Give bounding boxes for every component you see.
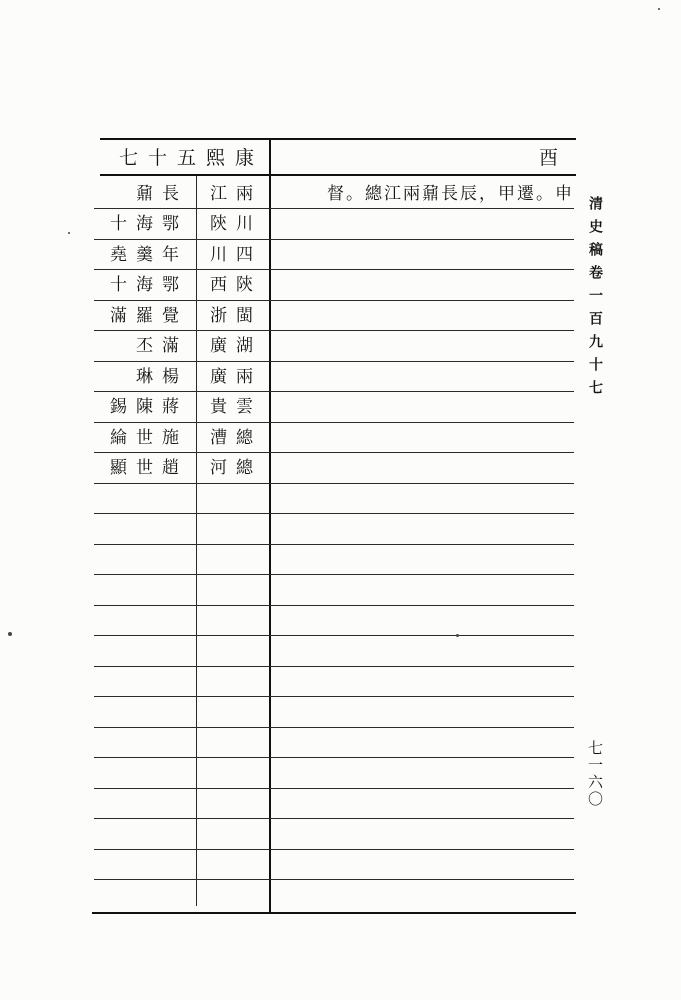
row-rule (94, 208, 574, 209)
row-rule (94, 483, 574, 484)
row-rule (94, 300, 574, 301)
row-rule (94, 452, 574, 453)
bottom-rule (92, 912, 576, 914)
row-rule (94, 574, 574, 575)
office-title: 漕總 (210, 428, 262, 448)
reign-year-heading: 七十五熙康 (118, 147, 264, 169)
official-name: 琳楊 (136, 367, 188, 387)
office-title: 貴雲 (210, 397, 262, 417)
official-name: 十海鄂 (110, 214, 188, 234)
row-rule (94, 361, 574, 362)
page-number: 七一六〇 (586, 740, 604, 808)
office-title: 西陝 (210, 275, 262, 295)
row-rule (94, 879, 574, 880)
row-rule (94, 666, 574, 667)
scan-speck (8, 632, 12, 636)
office-title: 陝川 (210, 214, 262, 234)
official-name: 堯羹年 (110, 245, 188, 265)
row-rule (94, 788, 574, 789)
office-title: 浙閩 (210, 306, 262, 326)
row-rule (94, 330, 574, 331)
row-rule (94, 849, 574, 850)
row-rule (94, 391, 574, 392)
row-rule (94, 818, 574, 819)
main-column-divider (269, 138, 271, 912)
cyclical-day-heading: 酉 (538, 147, 568, 169)
official-name: 十海鄂 (110, 275, 188, 295)
official-name: 丕滿 (136, 336, 188, 356)
scan-speck (68, 232, 70, 234)
official-name: 鼐長 (136, 184, 188, 204)
row-rule (94, 422, 574, 423)
appointment-entry: 督。總江兩鼐長辰，甲遷。申 (327, 184, 574, 204)
row-rule (94, 727, 574, 728)
office-title: 江兩 (210, 184, 262, 204)
row-rule (94, 635, 574, 636)
official-name: 滿羅覺 (110, 306, 188, 326)
office-title: 川四 (210, 245, 262, 265)
row-rule (94, 513, 574, 514)
office-title: 河總 (210, 458, 262, 478)
row-rule (94, 269, 574, 270)
official-name: 錫陳蔣 (110, 397, 188, 417)
row-rule (94, 696, 574, 697)
office-title: 廣湖 (210, 336, 262, 356)
row-rule (94, 544, 574, 545)
row-rule (94, 757, 574, 758)
book-title: 清史稿卷一百九十七 (587, 196, 603, 403)
office-title: 廣兩 (210, 367, 262, 387)
row-rule (94, 605, 574, 606)
scan-speck (658, 8, 660, 10)
official-name: 綸世施 (110, 428, 188, 448)
row-rule (94, 239, 574, 240)
scan-speck (456, 634, 459, 637)
official-name: 顯世趙 (110, 458, 188, 478)
name-office-divider (196, 176, 197, 906)
